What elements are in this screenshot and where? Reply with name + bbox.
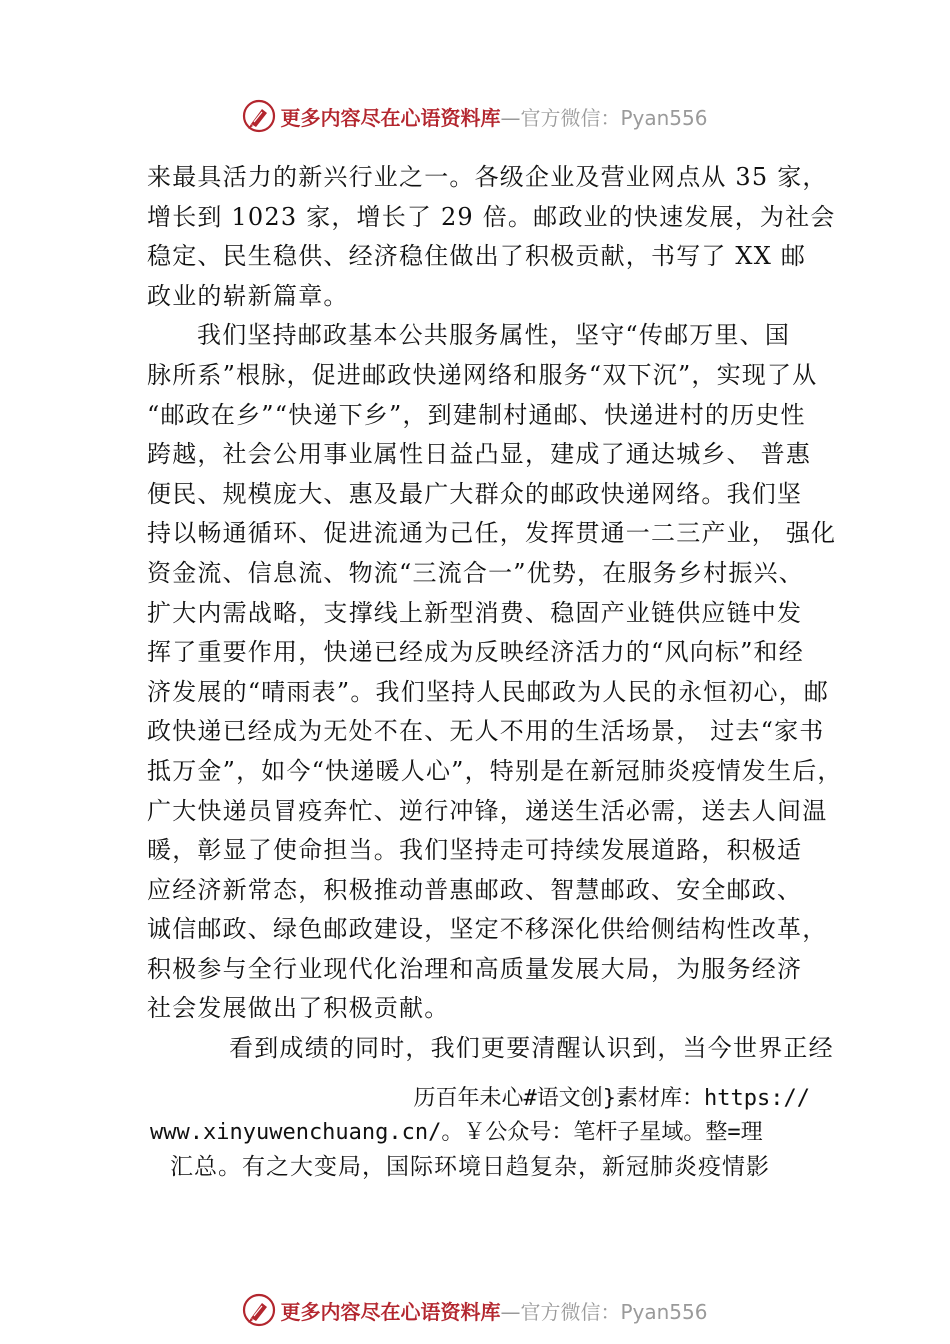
text-line: 社会发展做出了积极贡献。 (147, 994, 450, 1023)
text-line: 持以畅通循环、促进流通为己任，发挥贯通一二三产业， 强化 (147, 519, 837, 548)
text-line: 暖，彰显了使命担当。我们坚持走可持续发展道路，积极适 (147, 836, 803, 865)
text-line: 便民、规模庞大、惠及最广大群众的邮政快递网络。我们坚 (147, 479, 803, 508)
text-line: 抵万金”，如今“快递暖人心”，特别是在新冠肺炎疫情发生后， (147, 756, 843, 785)
text-line: 跨越，社会公用事业属性日益凸显，建成了通达城乡、 普惠 (147, 440, 812, 469)
text-line: 政业的崭新篇章。 (147, 281, 349, 310)
pen-nib-logo-icon (242, 99, 276, 133)
footer-banner (0, 1290, 950, 1330)
banner-wechat-text: —官方微信：Pyan556 (500, 1299, 708, 1324)
banner-brand-text: 更多内容尽在心语资料库 (280, 105, 501, 130)
text-line: 看到成绩的同时，我们更要清醒认识到，当今世界正经 (229, 1034, 834, 1063)
text-line: 广大快递员冒疫奔忙、逆行冲锋，递送生活必需，送去人间温 (147, 796, 828, 825)
text-line: “邮政在乡”“快递下乡”，到建制村通邮、快递进村的历史性 (147, 400, 806, 429)
pen-nib-logo-icon (242, 1293, 276, 1327)
text-line: 来最具活力的新兴行业之一。各级企业及营业网点从 35 家， (147, 163, 828, 191)
text-line: 挥了重要作用，快递已经成为反映经济活力的“风向标”和经 (147, 638, 804, 667)
text-line: 脉所系”根脉，促进邮政快递网络和服务“双下沉”，实现了从 (147, 360, 818, 389)
banner-wechat-text: —官方微信：Pyan556 (500, 105, 708, 130)
text-line: 应经济新常态，积极推动普惠邮政、智慧邮政、安全邮政、 (147, 875, 803, 904)
text-line: 济发展的“晴雨表”。我们坚持人民邮政为人民的永恒初心，邮 (147, 677, 830, 706)
text-line: 稳定、民生稳供、经济稳住做出了积极贡献，书写了 XX 邮 (147, 242, 807, 271)
text-line: 扩大内需战略，支撑线上新型消费、稳固产业链供应链中发 (147, 598, 803, 627)
watermark-line: www.xinyuwenchuang.cn/。￥公众号：笔杆子星域。整=理 (150, 1120, 763, 1145)
watermark-line: 历百年未心#语文创}素材库：https:// (413, 1086, 810, 1111)
watermark-line: 汇总。有之大变局，国际环境日趋复杂，新冠肺炎疫情影 (170, 1154, 770, 1180)
banner-brand-text: 更多内容尽在心语资料库 (280, 1299, 501, 1324)
text-line: 积极参与全行业现代化治理和高质量发展大局，为服务经济 (147, 954, 803, 983)
text-line: 诚信邮政、绿色邮政建设，坚定不移深化供给侧结构性改革， (147, 915, 828, 944)
header-banner (0, 96, 950, 136)
watermark-block (150, 1082, 810, 1184)
text-line: 增长到 1023 家，增长了 29 倍。邮政业的快速发展，为社会 (147, 202, 836, 231)
text-line: 我们坚持邮政基本公共服务属性，坚守“传邮万里、国 (197, 321, 791, 350)
text-line: 资金流、信息流、物流“三流合一”优势，在服务乡村振兴、 (147, 558, 804, 587)
text-line: 政快递已经成为无处不在、无人不用的生活场景， 过去“家书 (147, 717, 825, 746)
document-body (147, 158, 843, 1069)
